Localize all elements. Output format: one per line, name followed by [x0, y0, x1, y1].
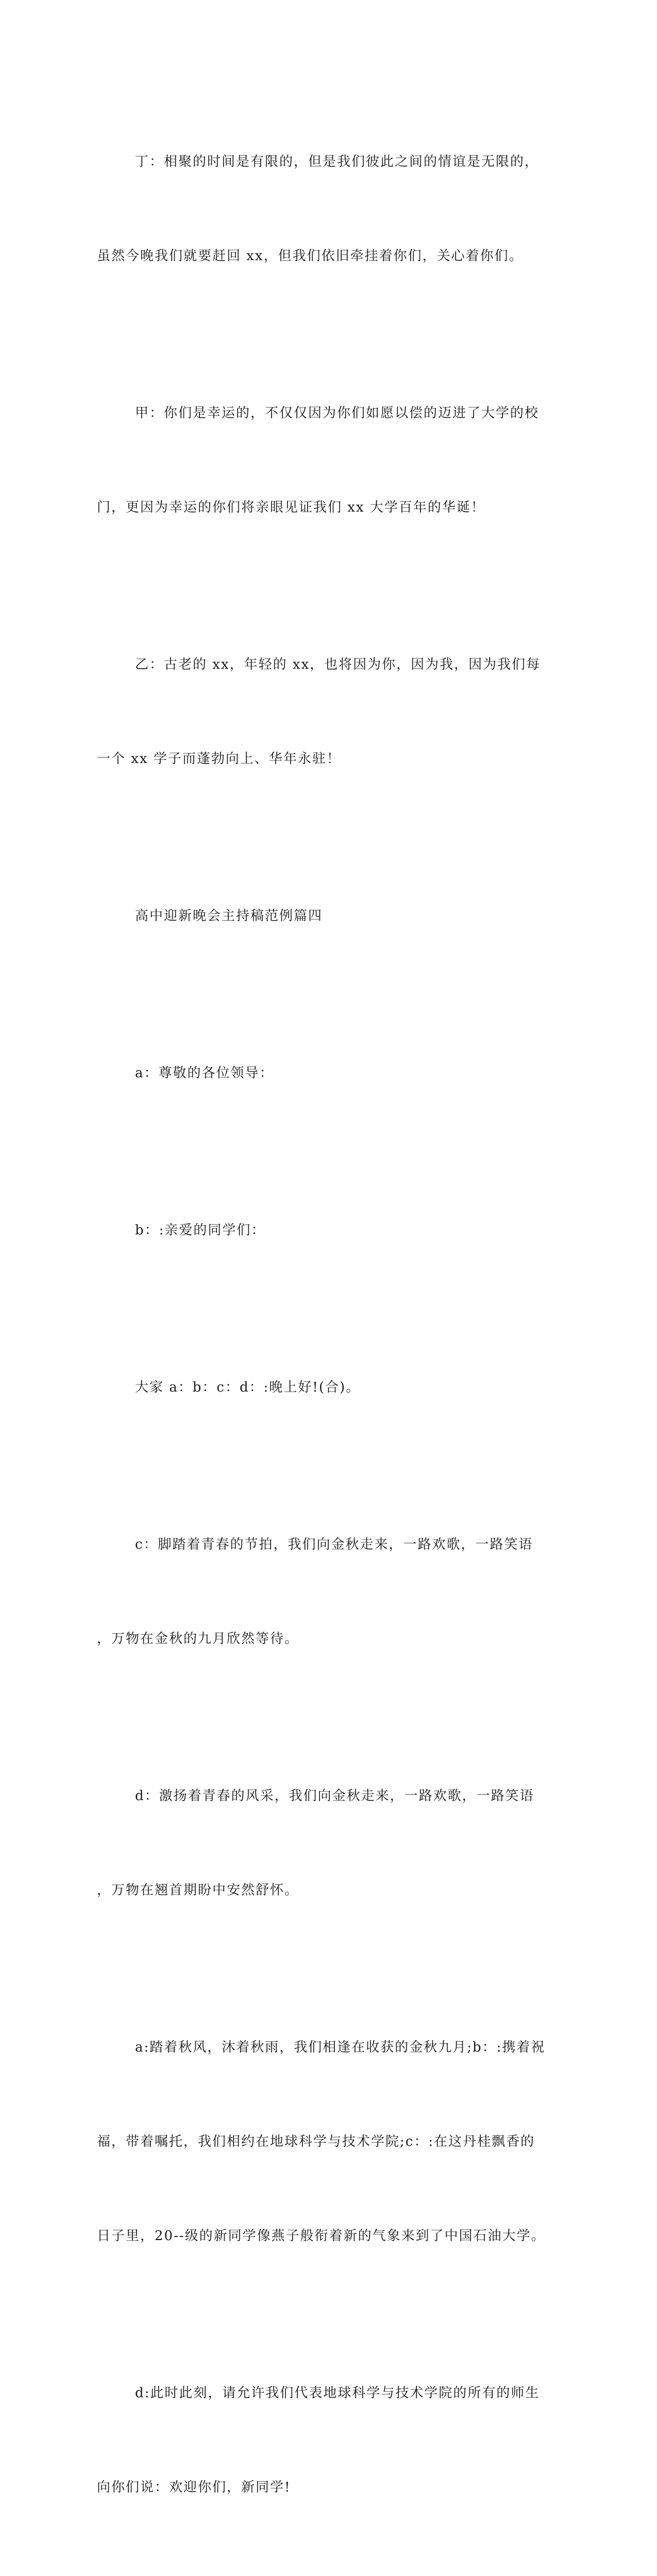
text-line: ，万物在金秋的九月欣然等待。	[97, 1631, 299, 1647]
paragraph	[97, 995, 550, 1152]
text-line: 乙：古老的 xx，年轻的 xx，也将因为你，因为我，因为我们每	[135, 657, 541, 672]
text-line: b：:亲爱的同学们：	[135, 1223, 266, 1238]
paragraph	[97, 83, 550, 335]
section-heading	[97, 838, 550, 995]
text-line: 向你们说：欢迎你们，新同学!	[97, 2480, 291, 2495]
text-line: 甲：你们是幸运的，不仅仅因为你们如愿以偿的迈进了大学的校	[135, 405, 540, 421]
text-line: d:此时此刻，请允许我们代表地球科学与技术学院的所有的师生	[135, 2385, 540, 2401]
paragraph	[97, 586, 550, 838]
paragraph	[97, 1152, 550, 1309]
text-line: d：激扬着青春的风采，我们向金秋走来，一路欢歌，一路笑语	[135, 1788, 534, 1804]
text-line: 福，带着嘱托，我们相约在地球科学与技术学院;c：:在这丹桂飘香的	[97, 2134, 535, 2149]
text-line: 日子里，20--级的新同学像燕子般衔着新的气象来到了中国石油大学。	[97, 2228, 546, 2244]
text-line: 大家 a：b：c：d：:晚上好!(合)。	[135, 1380, 361, 1395]
paragraph	[97, 2315, 550, 2566]
text-line: 高中迎新晚会主持稿范例篇四	[135, 908, 323, 924]
paragraph	[97, 2566, 550, 2576]
text-line: 丁：相聚的时间是有限的，但是我们彼此之间的情谊是无限的，	[135, 154, 540, 170]
text-line: c：脚踏着青春的节拍，我们向金秋走来，一路欢歌，一路笑语	[135, 1537, 533, 1552]
paragraph	[97, 1718, 550, 1969]
text-line: a：尊敬的各位领导：	[135, 1065, 274, 1081]
text-line: a:踏着秋风，沐着秋雨，我们相逢在收获的金秋九月;b：:携着祝	[135, 2040, 546, 2055]
text-line: 门，更因为幸运的你们将亲眼见证我们 xx 大学百年的华诞！	[97, 500, 485, 515]
paragraph	[97, 1309, 550, 1466]
paragraph	[97, 1969, 550, 2315]
document-body	[97, 83, 550, 2576]
text-line: 一个 xx 学子而蓬勃向上、华年永驻！	[97, 751, 341, 767]
paragraph	[97, 1466, 550, 1718]
text-line: 虽然今晚我们就要赶回 xx，但我们依旧牵挂着你们，关心着你们。	[97, 248, 524, 264]
text-line: ，万物在翘首期盼中安然舒怀。	[97, 1883, 299, 1898]
paragraph	[97, 335, 550, 586]
